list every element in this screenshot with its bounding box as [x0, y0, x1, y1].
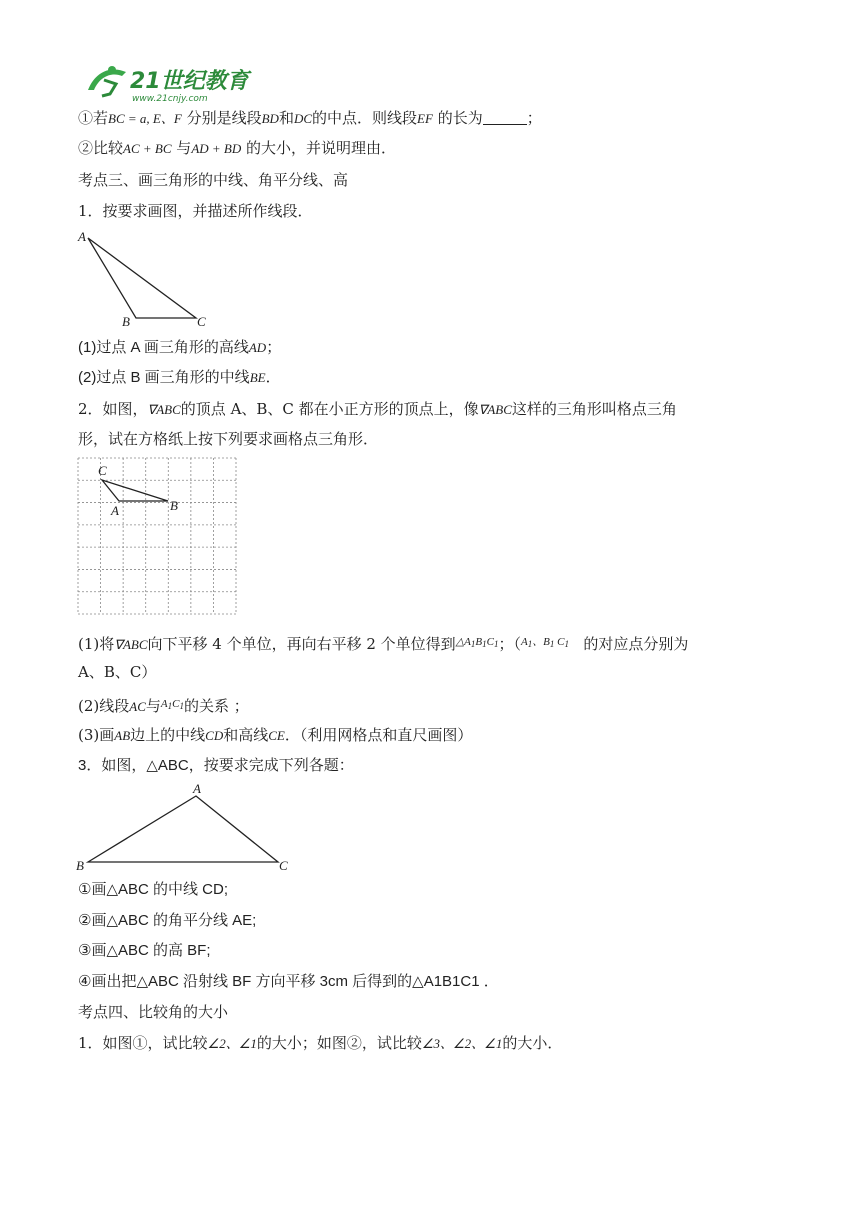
grid-triangle	[102, 480, 168, 501]
fig1-label-b: B	[122, 314, 130, 329]
section-3-title: 考点三、画三角形的中线、角平分线、高	[78, 171, 349, 189]
answer-blank[interactable]	[483, 110, 527, 125]
fig2-label-c: C	[98, 463, 107, 478]
fig2-label-a: A	[111, 503, 119, 518]
fig1-label-c: C	[197, 314, 206, 329]
logo-url: www.21cnjy.com	[132, 94, 208, 104]
figure-3-triangle	[76, 782, 296, 874]
figure-1-triangle	[78, 228, 218, 328]
figure-2-grid	[78, 458, 238, 616]
problem-1b: (2)过点 B 画三角形的中线BE．	[78, 369, 281, 386]
q2-line: ②比较AC + BC 与AD + BD 的大小，并说明理由．	[78, 139, 397, 157]
fig3-label-a: A	[193, 781, 201, 796]
problem-2-part-2: (2)线段AC与$^{A_1C_1}$的关系 ；	[78, 697, 249, 715]
fig3-label-c: C	[279, 858, 288, 873]
problem-3b: ②画△ABC 的角平分线 AE;	[78, 912, 257, 929]
section-4-title: 考点四、比较角的大小	[78, 1003, 229, 1021]
q1-line: ①若BC = a, E、F 分别是线段BD和DC的中点．则线段EF 的长为 ；	[78, 109, 542, 127]
fig1-label-a: A	[78, 229, 86, 244]
problem-3-prompt: 3．如图，△ABC，按要求完成下列各题：	[78, 757, 354, 774]
problem-3d: ④画出把△ABC 沿射线 BF 方向平移 3cm 后得到的△A1B1C1 ．	[78, 973, 499, 990]
problem-2-prompt: 2．如图，∇ABC的顶点 A、B、C 都在小正方形的顶点上，像∇ABC这样的三角形叫格点三角	[78, 400, 677, 418]
21cnjy-logo	[82, 60, 252, 104]
fig2-label-b: B	[170, 498, 178, 513]
problem-2-part-3: (3)画AB边上的中线CD和高线CE．（利用网格点和直尺画图）	[78, 726, 473, 744]
fig3-label-b: B	[76, 858, 84, 873]
problem-2-prompt-cont: 形，试在方格纸上按下列要求画格点三角形．	[78, 430, 379, 448]
logo-brand: 21世纪教育	[130, 69, 249, 94]
problem-1a: (1)过点 A 画三角形的高线AD；	[78, 339, 282, 356]
problem-3c: ③画△ABC 的高 BF;	[78, 942, 211, 959]
problem-2-part-1: (1)将∇ABC向下平移 4 个单位，再向右平移 2 个单位得到$^{\triangle A_1B_1C_1}$；（$^{A_1、B_1 C_1}$ 的对应点分别为	[78, 635, 689, 653]
problem-4-prompt: 1．如图①，试比较∠2、∠1的大小；如图②，试比较∠3、∠2、∠1的大小．	[78, 1034, 563, 1052]
problem-1-prompt: 1．按要求画图，并描述所作线段．	[78, 202, 313, 220]
problem-2-part-1-cont: A、B、C）	[78, 663, 157, 681]
problem-3a: ①画△ABC 的中线 CD;	[78, 881, 228, 898]
